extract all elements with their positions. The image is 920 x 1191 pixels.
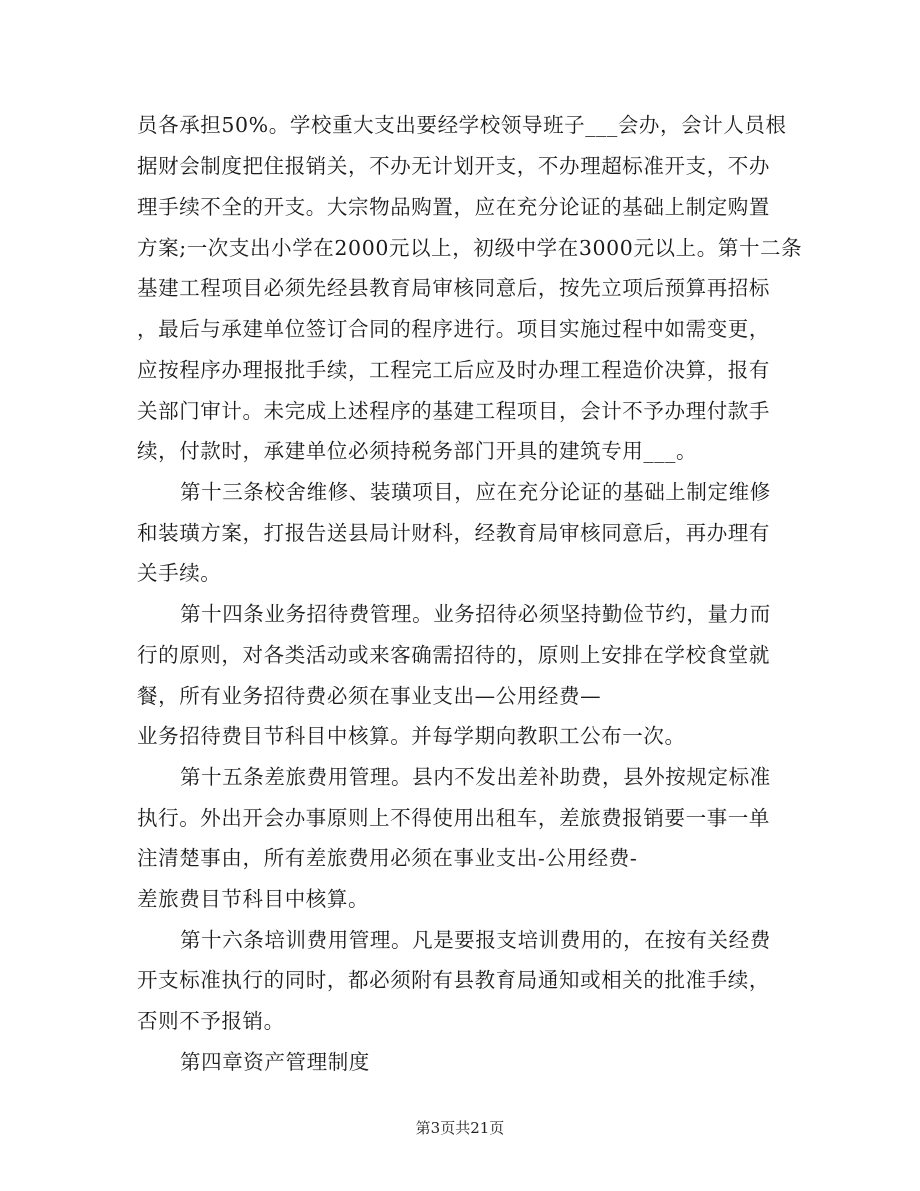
text-line: 行的原则，对各类活动或来客确需招待的，原则上安排在学校食堂就 [137, 643, 770, 667]
text-line: 注清楚事由，所有差旅费用必须在事业支出-公用经费- [137, 846, 638, 870]
text-line: 第十六条培训费用管理。凡是要报支培训费用的，在按有关经费 [180, 928, 771, 952]
text-line: 执行。外出开会办事原则上不得使用出租车，差旅费报销要一事一单 [137, 806, 770, 830]
text-line: 理手续不全的开支。大宗物品购置，应在充分论证的基础上制定购置 [137, 195, 770, 219]
text-line: 差旅费目节科目中核算。 [137, 887, 370, 911]
text-line: 第十四条业务招待费管理。业务招待必须坚持勤俭节约，量力而 [180, 602, 771, 626]
text-line: 关手续。 [137, 561, 222, 585]
text-line: 第十三条校舍维修、装璜项目，应在充分论证的基础上制定维修 [180, 480, 771, 504]
text-line: 餐，所有业务招待费必须在事业支出—公用经费— [137, 684, 602, 708]
text-line: 据财会制度把住报销关，不办无计划开支，不办理超标准开支，不办 [137, 154, 770, 178]
text-line: 方案;一次支出小学在2000元以上，初级中学在3000元以上。第十二条 [137, 236, 803, 260]
page-number: 第3页共21页 [415, 1119, 505, 1137]
text-line: 基建工程项目必须先经县教育局审核同意后，按先立项后预算再招标 [137, 276, 770, 300]
text-line: 和装璜方案，打报告送县局计财科，经教育局审核同意后，再办理有 [137, 521, 770, 545]
text-line: 否则不予报销。 [137, 1009, 285, 1033]
text-line: 业务招待费目节科目中核算。并每学期向教职工公布一次。 [137, 724, 686, 748]
text-line: ，最后与承建单位签订合同的程序进行。项目实施过程中如需变更， [137, 317, 770, 341]
text-line: 应按程序办理报批手续，工程完工后应及时办理工程造价决算，报有 [137, 358, 770, 382]
text-line: 续，付款时，承建单位必须持税务部门开具的建筑专用___。 [137, 439, 698, 463]
text-line: 员各承担50%。学校重大支出要经学校领导班子___会办，会计人员根 [137, 113, 787, 137]
text-line: 关部门审计。未完成上述程序的基建工程项目，会计不予办理付款手 [137, 399, 770, 423]
text-line: 第十五条差旅费用管理。县内不发出差补助费，县外按规定标准 [180, 765, 771, 789]
text-line: 开支标准执行的同时，都必须附有县教育局通知或相关的批准手续， [137, 968, 770, 992]
chapter-heading: 第四章资产管理制度 [180, 1050, 370, 1074]
